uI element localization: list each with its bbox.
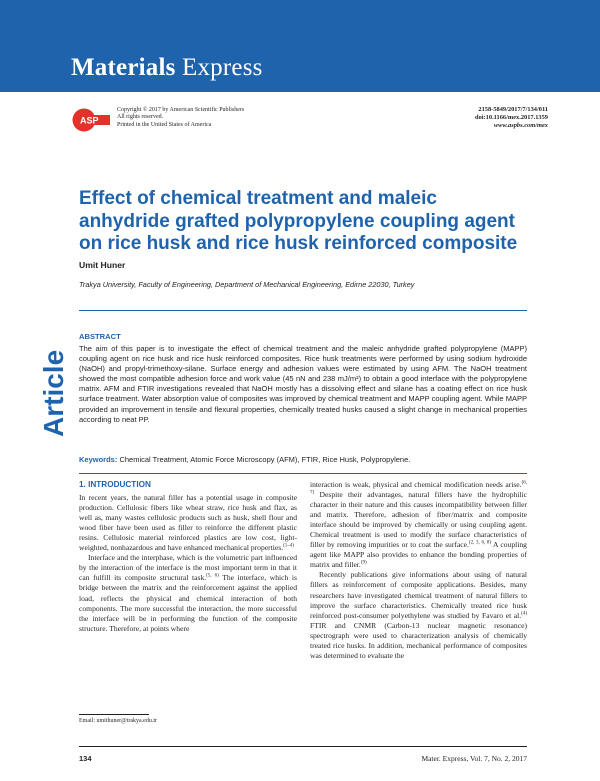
citation-ref: (9)	[360, 560, 367, 566]
keywords-text: Chemical Treatment, Atomic Force Microscopy (AFM), FTIR, Rice Husk, Polypropylene.	[119, 455, 411, 464]
citation-ref: (5, 6)	[206, 573, 219, 579]
keywords	[79, 455, 527, 464]
doi-line[interactable]: doi:10.1166/mex.2017.1359	[475, 114, 548, 121]
section-heading-introduction: 1. INTRODUCTION	[79, 480, 151, 489]
body-column-right	[310, 480, 527, 661]
footer-rule	[79, 746, 527, 747]
journal-name-bold: Materials	[71, 54, 176, 81]
journal-name-regular: Express	[182, 54, 263, 81]
intro-paragraph-3	[310, 480, 527, 570]
journal-title	[71, 54, 263, 82]
intro-paragraph-4	[310, 570, 527, 660]
footnote-rule	[79, 714, 149, 715]
intro-paragraph-1	[79, 493, 297, 553]
intro-paragraph-3-text-c: A coupling agent like MAPP also provides to enhance the bonding properties of matrix and filler.	[310, 540, 527, 570]
author-name: Umit Huner	[79, 260, 126, 270]
abstract-top-rule	[79, 310, 527, 311]
rights-line: All rights reserved.	[117, 114, 164, 121]
website-link[interactable]: www.aspbs.com/mex	[493, 122, 548, 129]
running-footer-citation: Mater. Express, Vol. 7, No. 2, 2017	[421, 754, 527, 763]
printed-line: Printed in the United States of America	[117, 121, 212, 128]
intro-paragraph-4-text-b: FTIR and CNMR (Carbon-13 nuclear magnetic resonance) spectrograph were used to characterization analysis of chemically treated rice husks. In addition, mechanical performance of composites was determined to evaluate the	[310, 620, 527, 660]
copyright-line: Copyright © 2017 by American Scientific Publishers	[117, 107, 245, 113]
page-number: 134	[79, 754, 92, 763]
author-affiliation: Trakya University, Faculty of Engineering, Department of Mechanical Engineering, Edirne 22030, Turkey	[79, 280, 415, 289]
issn-line: 2158-5849/2017/7/134/011	[478, 106, 548, 113]
abstract-heading: ABSTRACT	[79, 332, 121, 341]
asp-logo-icon	[72, 108, 112, 132]
side-label-text: Article	[38, 349, 69, 437]
footnote-email[interactable]: Email: umithuner@trakya.edu.tr	[79, 718, 158, 724]
paper-title: Effect of chemical treatment and maleic anhydride grafted polypropylene coupling agent on rice husk and rice husk reinforced composite	[79, 188, 518, 255]
asp-logo-text: ASP	[80, 115, 99, 126]
citation-ref: (1–4)	[283, 543, 294, 549]
intro-paragraph-2	[79, 553, 297, 633]
intro-paragraph-1-text: In recent years, the natural filler has a potential usage in composite production. Cellulosic fibers like wheat straw, rice husk and flax, as well as, many wastes cellulosic products such as husk, shell flour and wood fiber have been used as filler to reinforce the different plastic resins. Cellulosic material reinforced plastics are low cost, light-weighted, nonhazardous and have enhanced mechanical properties.	[79, 493, 297, 553]
citation-ref: (2, 3, 6, 8)	[468, 540, 492, 546]
citation-ref: (6, 7)	[310, 480, 527, 496]
keywords-label: Keywords:	[79, 455, 118, 464]
intro-paragraph-3-text-b: Despite their advantages, natural fillers have the hydrophilic character in their nature and this causes incompatibility between filler and matrix. Therefore, adhesion of fiber/matrix and composite interface should be improved by chemically or using coupling agent. Chemical treatment is used to modify the surface characteristics of filler by removing impurities or to coat the surface.	[310, 490, 527, 550]
body-column-left	[79, 480, 297, 634]
side-label	[38, 349, 78, 439]
article-meta	[475, 106, 548, 130]
abstract-bottom-rule	[79, 473, 527, 474]
intro-paragraph-4-text-a: Recently publications give informations about using of natural fillers as reinforcement of composite applications. Besides, many researchers have investigated chemical treatment of natural fillers to improve the surface characteristics. Chemically treated rice husk reinforced post-consumer polyethylene was studied by Favaro et al.	[310, 570, 527, 620]
intro-paragraph-3-text-a: interaction is weak, physical and chemical modification needs arise.	[310, 480, 522, 489]
abstract-body: The aim of this paper is to investigate the effect of chemical treatment and the maleic anhydride grafted polypropylene (MAPP) coupling agent on rice husk and rice husk reinforced composites. Rice husk treatments were performed by using sodium hydroxide (NaOH) and propyl-trimethoxy-silane. Surface energy and adhesion values were estimated by using AFM. The NaOH treatment showed the most compatible adhesion force and work value (45 nN and 238 mJ/m²) to obtain a good interface with the polypropylene matrix. AFM and FTIR investigations revealed that NaOH mostly has a dissolving effect and silane has a coating effect on rice husk surface treatment. Water absorption value of composites was improved by chemical treatment and MAPP coupling agent. While MAPP provided an improvement in tensile and flexural properties, chemically treated husks caused a slight change in mechanical properties according to neat PP.	[79, 344, 527, 424]
intro-paragraph-2-text-a: Interface and the interphase, which is the volumetric part influenced by the interaction of the interface is the most important term in that it can fulfill its composite structural task.	[79, 553, 297, 583]
citation-ref: (4)	[521, 611, 527, 617]
copyright-block	[117, 107, 244, 129]
intro-paragraph-2-text-b: The interface, which is bridge between the matrix and the reinforcement against the applied load, reflects the physical and chemical interaction of both components. The more successful the interaction, the more successful the interface will be in performing the function of the composite structure. Therefore, at points where	[79, 573, 297, 633]
